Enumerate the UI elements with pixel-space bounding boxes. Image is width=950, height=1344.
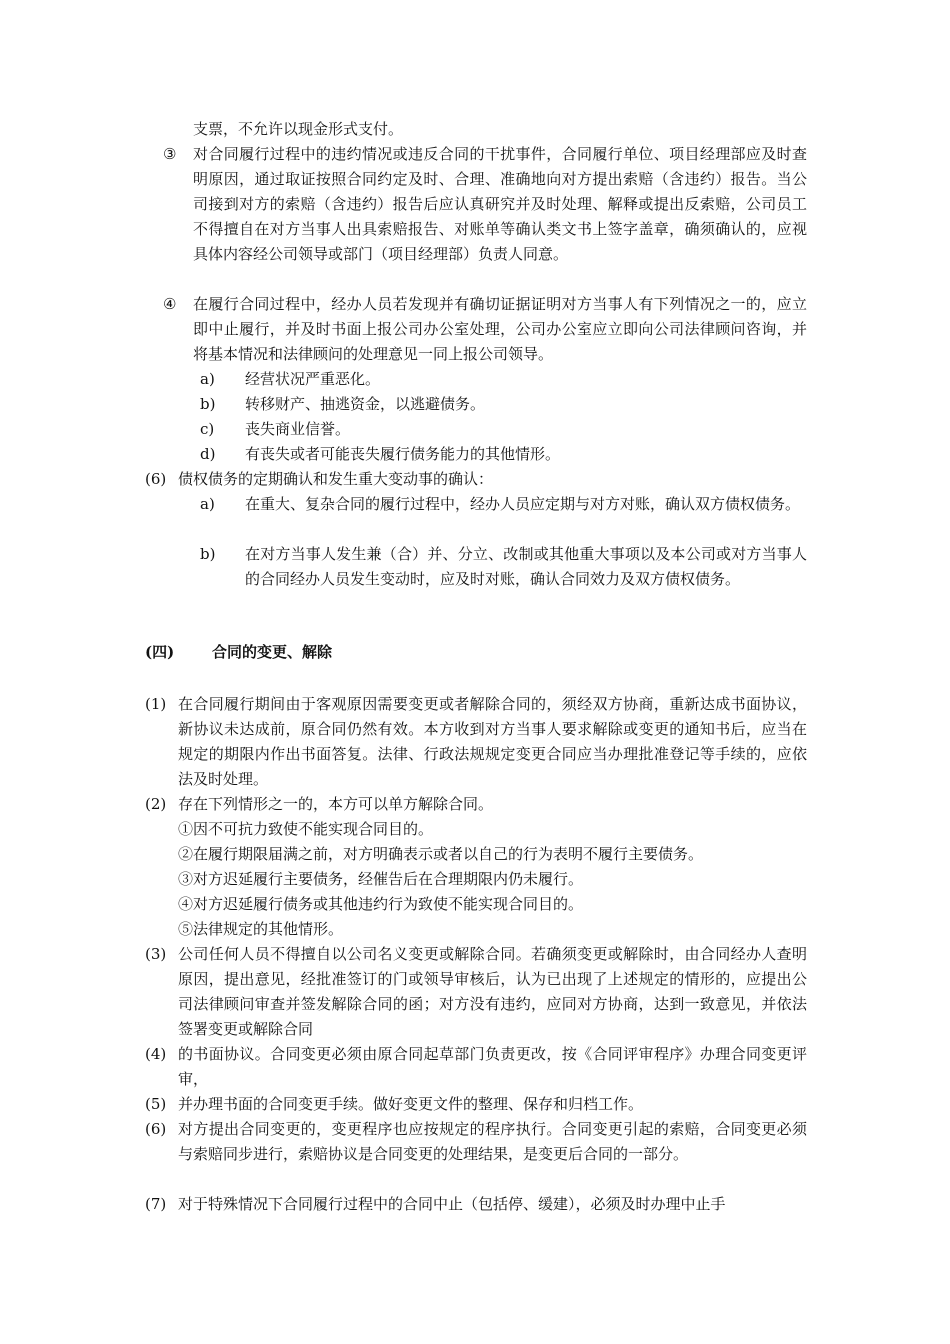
s4-item-2-sub-4: ④对方迟延履行债务或其他违约行为致使不能实现合同目的。 [178,895,584,913]
item-6a-marker: a) [200,495,215,513]
item-4a-marker: a) [200,370,215,388]
item-4-marker: ④ [163,295,177,313]
s4-item-7-text: 对于特殊情况下合同履行过程中的合同中止（包括停、缓建），必须及时办理中止手 [178,1195,726,1213]
item-4c-marker: c) [200,420,215,438]
section-4-marker: (四) [145,643,175,661]
section-4-title: 合同的变更、解除 [212,643,333,661]
item-4d-text: 有丧失或者可能丧失履行债务能力的其他情形。 [245,445,561,463]
item-4a-text: 经营状况严重恶化。 [245,370,381,388]
item-4-text: 在履行合同过程中，经办人员若发现并有确切证据证明对方当事人有下列情况之一的，应立即中止履行，并及时书面上报公司办公室处理，公司办公室应立即向公司法律顾问咨询，并将基本情况和法律顾问的处理意见一同上报公司领导。 [193,295,807,363]
item-6b-marker: b) [200,545,216,563]
item-4b-text: 转移财产、抽逃资金，以逃避债务。 [245,395,486,413]
s4-item-1-marker: (1) [145,695,167,713]
s4-item-4-text: 的书面协议。合同变更必须由原合同起草部门负责更改，按《合同评审程序》办理合同变更评审， [178,1045,807,1088]
item-3-marker: ③ [163,145,177,163]
item-6-marker: (6) [145,470,167,488]
s4-item-2-sub-2: ②在履行期限届满之前，对方明确表示或者以自己的行为表明不履行主要债务。 [178,845,704,863]
item-3-text: 对合同履行过程中的违约情况或违反合同的干扰事件，合同履行单位、项目经理部应及时查明原因，通过取证按照合同约定及时、合理、准确地向对方提出索赔（含违约）报告。当公司接到对方的索赔（含违约）报告后应认真研究并及时处理、解释或提出反索赔，公司员工不得擅自在对方当事人出具索赔报告、对账单等确认类文书上签字盖章，确须确认的，应视具体内容经公司领导或部门（项目经理部）负责人同意。 [193,145,807,263]
s4-item-3-text: 公司任何人员不得擅自以公司名义变更或解除合同。若确须变更或解除时，由合同经办人查明原因，提出意见，经批准签订的门或领导审核后，认为已出现了上述规定的情形的，应提出公司法律顾问审查并签发解除合同的函；对方没有违约，应同对方协商，达到一致意见，并依法签署变更或解除合同 [178,945,807,1038]
item-6b-text: 在对方当事人发生兼（合）并、分立、改制或其他重大事项以及本公司或对方当事人的合同经办人员发生变动时，应及时对账，确认合同效力及双方债权债务。 [245,545,807,588]
s4-item-2-sub-1: ①因不可抗力致使不能实现合同目的。 [178,820,434,838]
item-4d-marker: d) [200,445,216,463]
continuation-text: 支票，不允许以现金形式支付。 [193,120,404,138]
s4-item-6-marker: (6) [145,1120,167,1138]
item-4b-marker: b) [200,395,216,413]
s4-item-4-marker: (4) [145,1045,167,1063]
s4-item-2-text: 存在下列情形之一的，本方可以单方解除合同。 [178,795,494,813]
s4-item-7-marker: (7) [145,1195,167,1213]
s4-item-5-text: 并办理书面的合同变更手续。做好变更文件的整理、保存和归档工作。 [178,1095,644,1113]
s4-item-2-sub-5: ⑤法律规定的其他情形。 [178,920,344,938]
s4-item-3-marker: (3) [145,945,167,963]
s4-item-6-text: 对方提出合同变更的，变更程序也应按规定的程序执行。合同变更引起的索赔，合同变更必须与索赔同步进行，索赔协议是合同变更的处理结果，是变更后合同的一部分。 [178,1120,807,1163]
s4-item-2-marker: (2) [145,795,167,813]
item-6a-text: 在重大、复杂合同的履行过程中，经办人员应定期与对方对账，确认双方债权债务。 [245,495,801,513]
s4-item-5-marker: (5) [145,1095,167,1113]
item-6-text: 债权债务的定期确认和发生重大变动事的确认： [178,470,494,488]
s4-item-1-text: 在合同履行期间由于客观原因需要变更或者解除合同的，须经双方协商，重新达成书面协议，新协议未达成前，原合同仍然有效。本方收到对方当事人要求解除或变更的通知书后，应当在规定的期限内作出书面答复。法律、行政法规规定变更合同应当办理批准登记等手续的，应依法及时处理。 [178,695,807,788]
item-4c-text: 丧失商业信誉。 [245,420,351,438]
s4-item-2-sub-3: ③对方迟延履行主要债务，经催告后在合理期限内仍未履行。 [178,870,584,888]
